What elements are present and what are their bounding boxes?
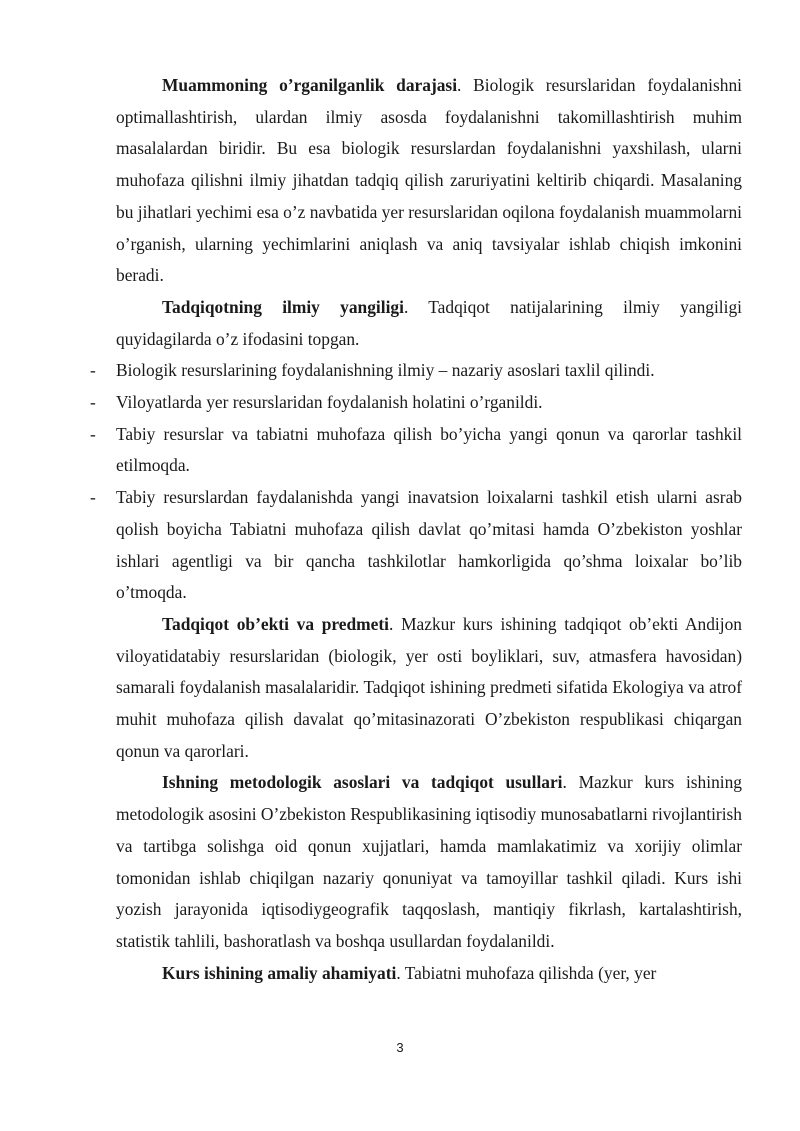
heading-practical-importance: Kurs ishining amaliy ahamiyati: [162, 962, 397, 983]
text-scientific-novelty: . Tadqiqot natijalarining ilmiy yangiligi quyidagilarda o’z ifodasini topgan.: [116, 296, 742, 349]
heading-methodology: Ishning metodologik asoslari va tadqiqot usullari: [162, 772, 563, 793]
list-item: [90, 355, 742, 387]
list-item-text: Biologik resurslarining foydalanishning ilmiy – nazariy asoslari taxlil qilindi.: [116, 360, 655, 381]
list-item-text: Tabiy resurslardan faydalanishda yangi inavatsion loixalarni tashkil etish ularni asrab qolish boyicha Tabiatni muhofaza qilish davlat qo’mitasi hamda O’zbekiston yoshlar ishlari agentligi va bir qancha tashkilotlar hamkorligida qo’shma loixalar bo’lib o’tmoqda.: [116, 487, 742, 603]
heading-research-object: Tadqiqot ob’ekti va predmeti: [162, 613, 390, 634]
list-dash: -: [90, 392, 96, 413]
paragraph-problem-study: [116, 70, 742, 292]
list-dash: -: [90, 487, 96, 508]
list-item-text: Viloyatlarda yer resurslaridan foydalanish holatini o’rganildi.: [116, 392, 543, 413]
heading-scientific-novelty: Tadqiqotning ilmiy yangiligi: [162, 296, 404, 317]
text-problem-study: . Biologik resurslaridan foydalanishni optimallashtirish, ulardan ilmiy asosda foydalanishni takomillashtirish muhim masalalardan biridir. Bu esa biologik resurslardan foydalanishni yaxshilash, ularni muhofaza qilishni ilmiy jihatdan tadqiq qilish zaruriyatini keltirib chiqardi. Masalaning bu jihatlari yechimi esa o’z navbatida yer resurslaridan oqilona foydalanish muammolarni o’rganish, ularning yechimlarini aniqlash va aniq tavsiyalar ishlab chiqish imkonini beradi.: [116, 75, 742, 286]
paragraph-practical-importance: [116, 958, 742, 990]
page-number: 3: [396, 1040, 404, 1055]
text-research-object: . Mazkur kurs ishining tadqiqot ob’ekti Andijon viloyatidatabiy resurslaridan (biologik, yer osti boyliklari, suv, atmasfera havosidan) samarali foydalanish masalalaridir. Tadqiqot ishining predmeti sifatida Ekologiya va atrof muhit muhofaza qilish davalat qo’mitasinazorati O’zbekiston respublikasi chiqargan qonun va qarorlari.: [116, 613, 742, 761]
text-methodology: . Mazkur kurs ishining metodologik asosini O’zbekiston Respublikasining iqtisodiy munosabatlarni rivojlantirish va tartibga solishga oid qonun xujjatlari, hamda mamlakatimiz va xorijiy olimlar tomonidan ishlab chiqilgan nazariy qonuniyat va tamoyillar tashkil qiladi. Kurs ishi yozish jarayonida iqtisodiygeografik taqqoslash, mantiqiy fikrlash, kartalashtirish, statistik tahlili, bashoratlash va boshqa usullardan foydalanildi.: [116, 772, 743, 951]
paragraph-scientific-novelty: [116, 292, 742, 355]
list-dash: -: [90, 423, 96, 444]
novelty-list: [90, 355, 742, 609]
list-item: [90, 482, 742, 609]
document-page: [90, 70, 743, 989]
heading-problem-study: Muammoning o’rganilganlik darajasi: [162, 75, 458, 95]
paragraph-methodology: [116, 767, 742, 957]
text-practical-importance: . Tabiatni muhofaza qilishda (yer, yer: [396, 962, 657, 983]
list-item-text: Tabiy resurslar va tabiatni muhofaza qilish bo’yicha yangi qonun va qarorlar tashkil etilmoqda.: [116, 423, 742, 476]
list-item: [90, 387, 742, 419]
paragraph-research-object: [116, 609, 742, 768]
list-dash: -: [90, 360, 96, 381]
list-item: [90, 419, 742, 482]
